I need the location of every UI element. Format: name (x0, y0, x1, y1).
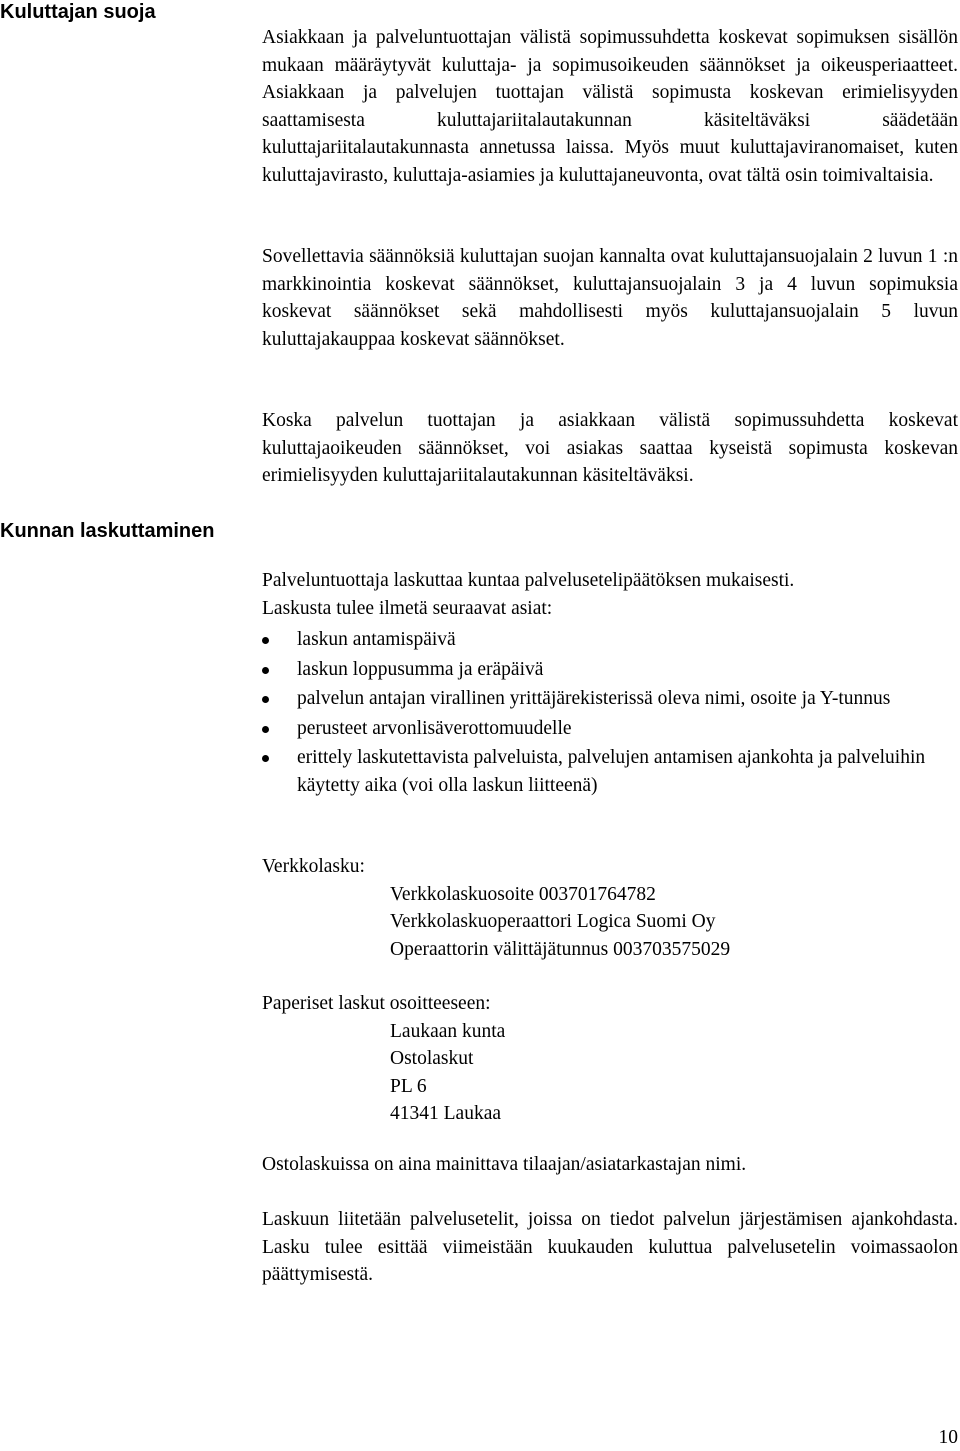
bullet-icon (262, 637, 269, 644)
list-item (262, 744, 957, 799)
section-heading-consumer-protection: Kuluttajan suoja (0, 1, 156, 23)
intro-text: Palveluntuottaja laskuttaa kuntaa palvelusetelipäätöksen mukaisesti. (262, 570, 795, 591)
list-item (262, 715, 958, 743)
invoice-requirements-list (262, 626, 958, 799)
paper-invoice-block (262, 990, 958, 1128)
address-line: PL 6 (390, 1075, 427, 1097)
einvoice-block (262, 853, 958, 963)
einvoice-label: Verkkolasku: (262, 856, 365, 877)
paragraph: Koska palvelun tuottajan ja asiakkaan välistä sopimussuhdetta koskevat kuluttajaoikeuden säännökset, voi asiakas saattaa kyseistä sopimusta koskevan erimielisyyden kuluttajariitalautakunnan käsiteltäväksi. (262, 410, 958, 486)
page-number: 10 (938, 1427, 958, 1448)
address-line: Ostolaskut (390, 1048, 474, 1069)
list-item (262, 626, 958, 654)
einvoice-broker-id: Operaattorin välittäjätunnus 003703575029 (390, 938, 731, 960)
list-item-text: laskun loppusumma ja eräpäivä (297, 658, 544, 680)
invoicing-block (262, 567, 958, 799)
bullet-icon (262, 696, 269, 703)
address-line: 41341 Laukaa (390, 1103, 502, 1124)
intro-text: Laskusta tulee ilmetä seuraavat asiat: (262, 597, 553, 619)
bullet-icon (262, 726, 269, 733)
einvoice-address: Verkkolaskuosoite 003701764782 (390, 883, 656, 905)
list-item (262, 685, 960, 713)
section-heading-municipal-invoicing: Kunnan laskuttaminen (0, 520, 215, 542)
address-line: Laukaan kunta (390, 1020, 506, 1042)
list-item-text: perusteet arvonlisäverottomuudelle (297, 717, 572, 739)
bullet-icon (262, 755, 269, 762)
note-text: Laskuun liitetään palvelusetelit, joissa on tiedot palvelun järjestämisen ajankohdasta. Lasku tulee esittää viimeistään kuukauden kuluttua palvelusetelin voimassaolon päättymisestä. (262, 1209, 958, 1285)
einvoice-operator: Verkkolaskuoperaattori Logica Suomi Oy (390, 911, 716, 932)
list-item-text: palvelun antajan virallinen yrittäjärekisterissä oleva nimi, osoite ja Y-tunnus (297, 688, 891, 709)
paragraph: Asiakkaan ja palveluntuottajan välistä sopimussuhdetta koskevat sopimuksen sisällön mukaan määräytyvät kuluttaja- ja sopimusoikeuden säännökset ja oikeusperiaatteet. Asiakkaan ja palvelujen tuottajan välistä sopimusta koskevan erimielisyyden saattamisesta kuluttajariitalautakunnan käsiteltäväksi säädetään kuluttajariitalautakunnasta annetussa laissa. Myös muut kuluttajaviranomaiset, kuten kuluttajavirasto, kuluttaja-asiamies ja kuluttajaneuvonta, ovat tältä osin toimivaltaisia. (262, 27, 958, 186)
list-item-text: laskun antamispäivä (297, 629, 456, 650)
list-item (262, 656, 958, 684)
bullet-icon (262, 667, 269, 674)
note-text: Ostolaskuissa on aina mainittava tilaajan/asiatarkastajan nimi. (262, 1154, 747, 1175)
paragraph: Sovellettavia säännöksiä kuluttajan suojan kannalta ovat kuluttajansuojalain 2 luvun 1 :n markkinointia koskevat säännökset, kuluttajansuojalain 3 ja 4 luvun sopimuksia koskevat säännökset sekä mahdollisesti myös kuluttajansuojalain 5 luvun kuluttajakauppaa koskevat säännökset. (262, 246, 958, 350)
paper-invoice-label: Paperiset laskut osoitteeseen: (262, 993, 491, 1014)
list-item-text: erittely laskutettavista palveluista, palvelujen antamisen ajankohta ja palveluihin käytetty aika (voi olla laskun liitteenä) (297, 747, 926, 796)
